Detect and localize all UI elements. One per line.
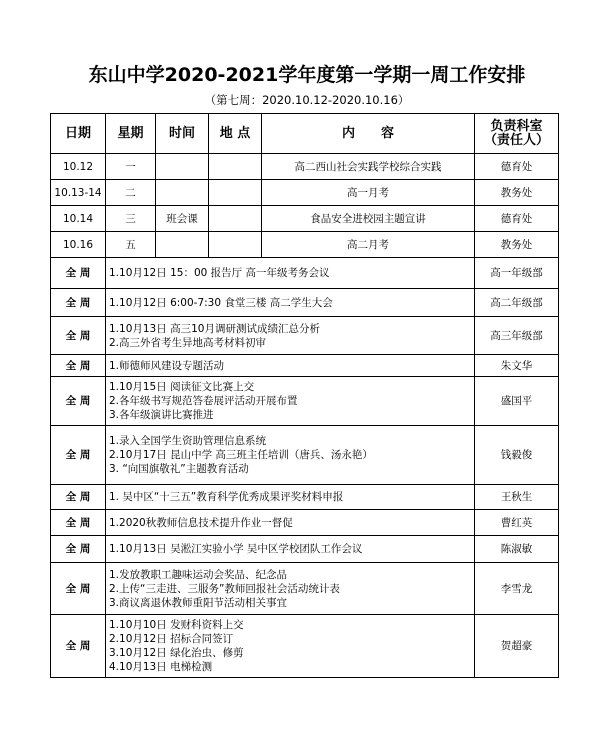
week-label: 全 周 xyxy=(51,258,106,289)
week-label: 全 周 xyxy=(51,510,106,536)
day-content: 高一月考 xyxy=(262,180,475,206)
week-responsible: 贺超豪 xyxy=(475,615,559,678)
week-row xyxy=(51,377,559,426)
week-items xyxy=(106,426,475,485)
header-responsible-line1: 负责科室 xyxy=(490,118,543,134)
week-item: 1.录入全国学生资助管理信息系统 xyxy=(109,435,267,447)
header-weekday: 星期 xyxy=(106,114,156,154)
day-place xyxy=(209,232,262,258)
day-place xyxy=(209,206,262,232)
day-row xyxy=(51,154,559,180)
day-responsible: 教务处 xyxy=(475,180,559,206)
day-time xyxy=(156,154,209,180)
day-date: 10.16 xyxy=(51,232,106,258)
day-row xyxy=(51,180,559,206)
week-item: 2.10月17日 昆山中学 高三班主任培训（唐兵、汤永艳） xyxy=(109,449,373,461)
day-content: 高二月考 xyxy=(262,232,475,258)
week-label: 全 周 xyxy=(51,536,106,563)
week-responsible: 曹红英 xyxy=(475,510,559,536)
header-responsible xyxy=(475,114,559,154)
day-date: 10.12 xyxy=(51,154,106,180)
week-items xyxy=(106,355,475,377)
week-label: 全 周 xyxy=(51,317,106,355)
day-responsible: 教务处 xyxy=(475,232,559,258)
week-subtitle: （第七周：2020.10.12-2020.10.16） xyxy=(204,93,410,107)
week-item: 3.商议离退休教师重阳节活动相关事宜 xyxy=(109,596,288,609)
week-row xyxy=(51,317,559,355)
week-item: 1.10月12日 6:00-7:30 食堂三楼 高二学生大会 xyxy=(109,296,333,309)
day-date: 10.13-14 xyxy=(51,180,106,206)
week-items xyxy=(106,258,475,289)
week-row xyxy=(51,289,559,317)
week-item: 1.10月13日 高三10月调研测试成绩汇总分析 xyxy=(109,322,320,335)
week-row xyxy=(51,355,559,377)
day-weekday: 二 xyxy=(106,180,156,206)
week-responsible: 高一年级部 xyxy=(475,258,559,289)
week-responsible: 朱文华 xyxy=(475,355,559,377)
week-item: 2.各年级书写规范答卷展评活动开展布置 xyxy=(109,395,298,407)
day-content: 高二西山社会实践学校综合实践 xyxy=(262,154,475,180)
day-weekday: 一 xyxy=(106,154,156,180)
week-items xyxy=(106,536,475,563)
week-items xyxy=(106,615,475,678)
header-responsible-line2: （责任人） xyxy=(483,132,549,148)
day-time xyxy=(156,180,209,206)
week-item: 3. “向国旗敬礼”主题教育活动 xyxy=(109,463,249,475)
day-place xyxy=(209,180,262,206)
week-row xyxy=(51,485,559,510)
week-items xyxy=(106,563,475,615)
week-item: 2.高三外省考生异地高考材料初审 xyxy=(109,336,267,349)
day-row xyxy=(51,206,559,232)
week-item: 2.上传“三走进、三服务”教师回报社会活动统计表 xyxy=(109,582,340,595)
header-row xyxy=(51,114,559,154)
week-responsible: 钱毅俊 xyxy=(475,426,559,485)
week-row xyxy=(51,426,559,485)
week-row xyxy=(51,258,559,289)
week-responsible: 李雪龙 xyxy=(475,563,559,615)
week-row xyxy=(51,615,559,678)
header-content: 内 容 xyxy=(262,114,475,154)
day-time: 班会课 xyxy=(156,206,209,232)
header-time: 时间 xyxy=(156,114,209,154)
day-time xyxy=(156,232,209,258)
week-items xyxy=(106,485,475,510)
week-label: 全 周 xyxy=(51,289,106,317)
day-date: 10.14 xyxy=(51,206,106,232)
week-row xyxy=(51,563,559,615)
week-label: 全 周 xyxy=(51,563,106,615)
week-label: 全 周 xyxy=(51,426,106,485)
week-responsible: 高二年级部 xyxy=(475,289,559,317)
header-date: 日期 xyxy=(51,114,106,154)
schedule-table xyxy=(50,113,559,678)
week-item: 1.2020秋教师信息技术提升作业一督促 xyxy=(109,516,293,529)
week-label: 全 周 xyxy=(51,355,106,377)
week-responsible: 盛国平 xyxy=(475,377,559,426)
week-item: 2.10月12日 招标合同签订 xyxy=(109,633,234,645)
week-item: 1.发放教职工趣味运动会奖品、纪念品 xyxy=(109,568,288,581)
week-label: 全 周 xyxy=(51,377,106,426)
week-item: 1.10月12日 15：00 报告厅 高一年级考务会议 xyxy=(109,267,330,279)
day-responsible: 德育处 xyxy=(475,154,559,180)
week-row xyxy=(51,536,559,563)
week-items xyxy=(106,377,475,426)
week-item: 1.师德师风建设专题活动 xyxy=(109,359,225,372)
week-item: 1.10月10日 发财科资料上交 xyxy=(109,619,244,631)
week-responsible: 陈淑敏 xyxy=(475,536,559,563)
week-label: 全 周 xyxy=(51,615,106,678)
header-place: 地 点 xyxy=(209,114,262,154)
day-weekday: 三 xyxy=(106,206,156,232)
day-place xyxy=(209,154,262,180)
week-items xyxy=(106,317,475,355)
day-weekday: 五 xyxy=(106,232,156,258)
week-item: 1.10月15日 阅读征文比赛上交 xyxy=(109,381,255,393)
day-content: 食品安全进校园主题宣讲 xyxy=(262,206,475,232)
week-item: 3.10月12日 绿化治虫、修剪 xyxy=(109,647,244,659)
page-title: 东山中学2020-2021学年度第一学期一周工作安排 xyxy=(88,64,526,86)
week-item: 3.各年级演讲比赛推进 xyxy=(109,409,214,421)
day-row xyxy=(51,232,559,258)
week-item: 1. 吴中区“十三五”教育科学优秀成果评奖材料申报 xyxy=(109,491,344,503)
week-items xyxy=(106,510,475,536)
week-item: 1.10月13日 吴淞江实验小学 吴中区学校团队工作会议 xyxy=(109,543,363,555)
day-responsible: 德育处 xyxy=(475,206,559,232)
week-row xyxy=(51,510,559,536)
week-responsible: 高三年级部 xyxy=(475,317,559,355)
week-items xyxy=(106,289,475,317)
week-label: 全 周 xyxy=(51,485,106,510)
week-responsible: 王秋生 xyxy=(475,485,559,510)
week-item: 4.10月13日 电梯检测 xyxy=(109,661,213,673)
